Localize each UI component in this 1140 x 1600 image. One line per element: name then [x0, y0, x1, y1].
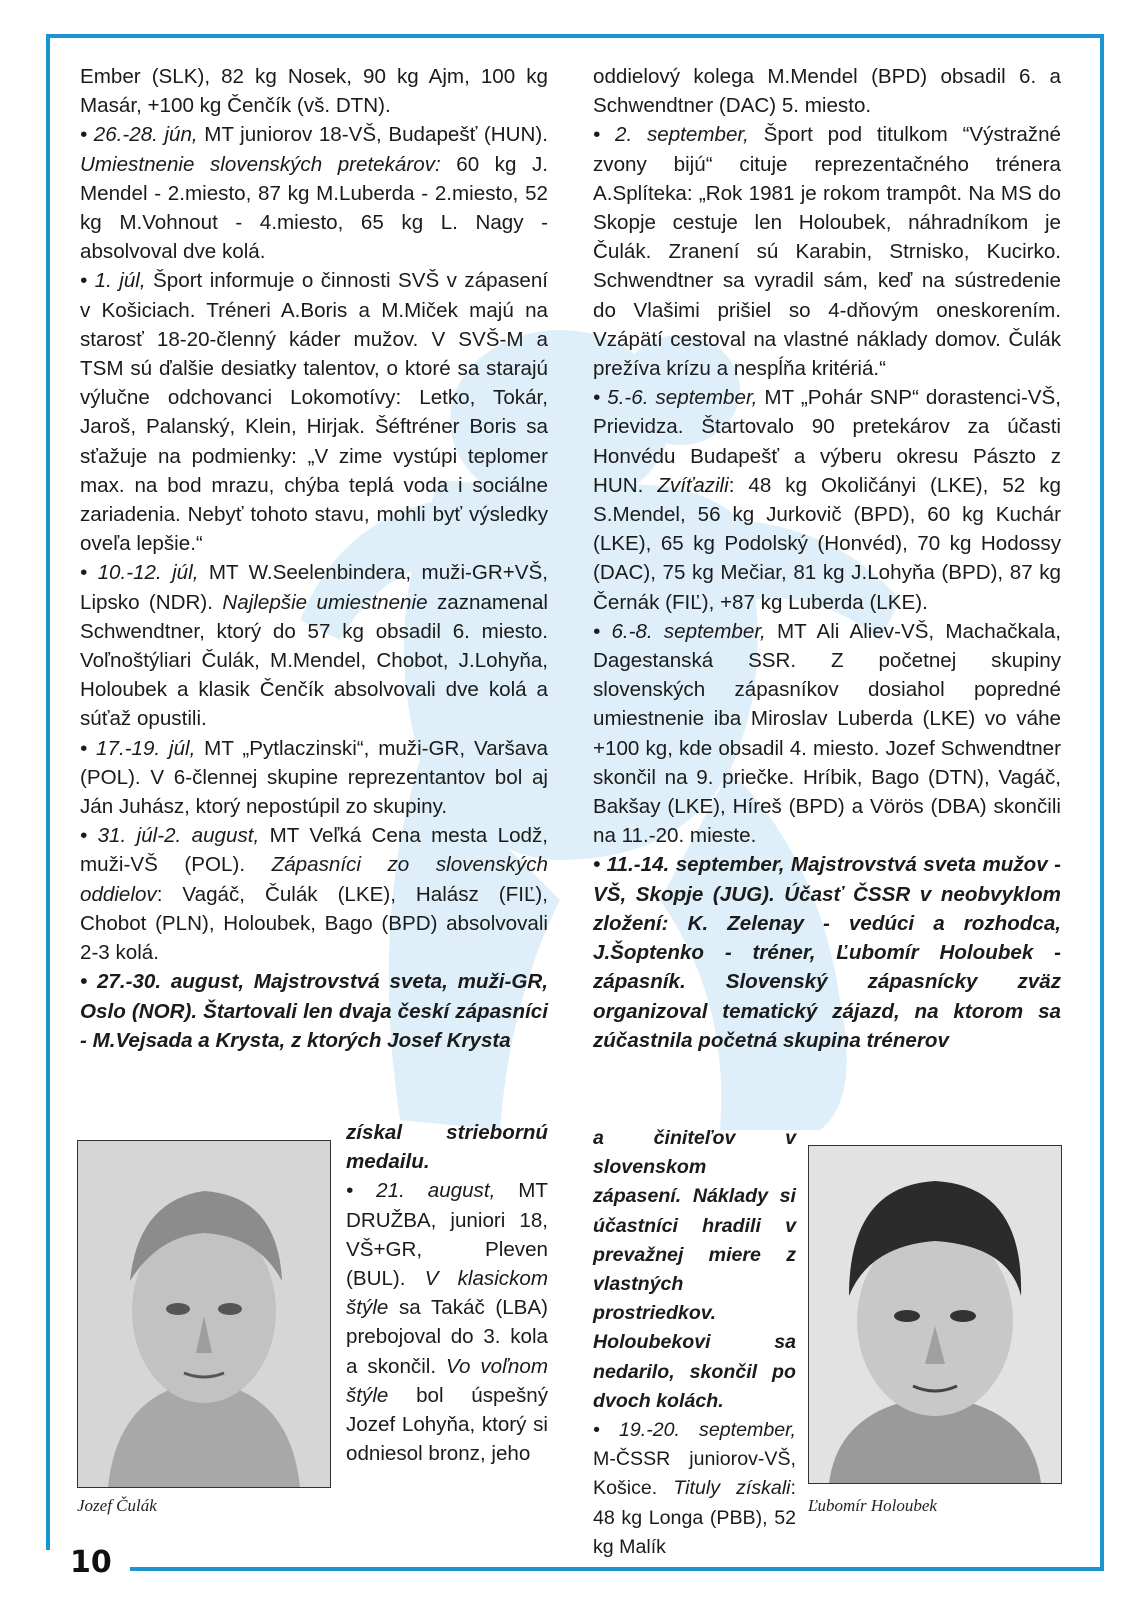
photo-caption: Ľubomír Holoubek — [808, 1496, 937, 1515]
paragraph: • 2. september, Šport pod titulkom “Výstražné zvony bijú“ cituje reprezentačného trénera A.Splíteka: „Rok 1981 je rokom trampôt. Na MS do Skopje cestuje len Holoubek, náhradníkom je Čulák. Zranení sú Karabin, Strnisko, Kucirko. Schwendtner sa vyradil sám, keď na sústredenie do Vlašimi prišiel so 4-dňovým oneskorením. Vzápätí cestoval na vlastné náklady domov. Čulák prežíva krízu a nespĺňa kritériá.“ — [593, 123, 1061, 381]
paragraph: Ember (SLK), 82 kg Nosek, 90 kg Ajm, 100 kg Masár, +100 kg Čenčík (vš. DTN). — [80, 65, 548, 118]
paragraph: • 1. júl, Šport informuje o činnosti SVŠ v zápasení v Košiciach. Tréneri A.Boris a M.Miček majú na starosť 18-20-členný káder mužov. V SVŠ-M a TSM sú ďalšie desiatky talentov, o ktoré sa starajú výlučne odchovanci Lokomotívy: Letko, Tokár, Jaroš, Palanský, Klein, Hirjak. Šéftréner Boris sa sťažuje na podmienky: „V zime vystúpi teplomer max. na bod mrazu, chýba teplá voda i sociálne zariadenia. Nebyť tohoto stavu, mohli byť výsledky oveľa lepšie.“ — [80, 269, 549, 556]
photo-caption: Jozef Čulák — [77, 1496, 157, 1515]
photo-jozef-culak — [77, 1140, 331, 1488]
paragraph: oddielový kolega M.Mendel (BPD) obsadil 6. a Schwendtner (DAC) 5. miesto. — [593, 65, 1061, 118]
paragraph: • 6.-8. september, MT Ali Aliev-VŠ, Machačkala, Dagestanská SSR. Z početnej skupiny slovenských zápasníkov dosiahol popredné umiestnenie iba Miroslav Luberda (LKE) vo váhe +100 kg, kde obsadil 4. miesto. Jozef Schwendtner skončil na 9. priečke. Hríbik, Bago (DTN), Vagáč, Bakšay (LKE), Híreš (BPD) a Vörös (DBA) skončili na 11.-20. mieste. — [593, 619, 1061, 848]
paragraph-bold: a činiteľov v slovenskom zápasení. Náklady si účastníci hradili v prevažnej miere z vlastných prostriedkov. Holoubekovi sa nedarilo, skončil po dvoch kolách. — [593, 1127, 796, 1412]
paragraph: • 21. august, MT DRUŽBA, juniori 18, VŠ+GR, Pleven (BUL). V klasickom štýle sa Takáč (LBA) prebojoval do 3. kola a skončil. Vo voľnom štýle bol úspešný Jozef Lohyňa, ktorý si odniesol bronz, jeho — [346, 1179, 548, 1466]
photo-lubomir-holoubek — [808, 1145, 1062, 1484]
paragraph-bold: • 11.-14. september, Majstrovstvá sveta mužov - VŠ, Skopje (JUG). Účasť ČSSR v neobvyklom zložení: K. Zelenay - vedúci a rozhodca, J.Šoptenko - tréner, Ľubomír Holoubek - zápasník. Slovenský zápasnícky zväz organizoval tematický zájazd, na ktorom sa zúčastnila početná skupina trénerov — [593, 853, 1061, 1052]
left-narrow-column — [346, 1118, 548, 1468]
paragraph: • 5.-6. september, MT „Pohár SNP“ dorastenci-VŠ, Prievidza. Štartovalo 90 pretekárov za účasti Honvédu Budapešť a výberu okresu Pászto z HUN. Zvíťazili: 48 kg Okoličányi (LKE), 52 kg S.Mendel, 56 kg Jurkovič (BPD), 60 kg Kuchár (LKE), 65 kg Podolský (Honvéd), 70 kg Hodossy (DAC), 75 kg Mečiar, 81 kg J.Lohyňa (BPD), 87 kg Černák (FIĽ), +87 kg Luberda (LKE). — [593, 386, 1061, 614]
paragraph: • 26.-28. jún, MT juniorov 18-VŠ, Budapešť (HUN). Umiestnenie slovenských pretekárov: 60 kg J. Mendel - 2.miesto, 87 kg M.Luberda - 2.miesto, 52 kg M.Vohnout - 4.miesto, 65 kg L. Nagy - absolvoval dve kolá. — [80, 123, 548, 264]
portrait-image — [809, 1146, 1061, 1483]
paragraph: • 10.-12. júl, MT W.Seelenbindera, muži-GR+VŠ, Lipsko (NDR). Najlepšie umiestnenie zaznamenal Schwendtner, ktorý do 57 kg obsadil 6. miesto. Voľnoštýliari Čulák, M.Mendel, Chobot, J.Lohyňa, Holoubek a klasik Čenčík absolvovali dve kolá a súťaž opustili. — [80, 561, 548, 731]
paragraph-bold: získal striebornú medailu. — [346, 1121, 548, 1174]
page-number: 10 — [70, 1545, 112, 1580]
paragraph: • 31. júl-2. august, MT Veľká Cena mesta Lodž, muži-VŠ (POL). Zápasníci zo slovenských oddielov: Vagáč, Čulák (LKE), Halász (FIĽ), Chobot (PLN), Holoubek, Bago (BPD) absolvovali 2-3 kolá. — [80, 824, 548, 965]
paragraph: • 19.-20. september, M-ČSSR juniorov-VŠ, Košice. Tituly získali: 48 kg Longa (PBB), 52 kg Malík — [593, 1419, 796, 1558]
right-column — [593, 62, 1061, 1055]
right-narrow-column — [593, 1124, 796, 1562]
portrait-image — [78, 1141, 330, 1487]
paragraph-bold: • 27.-30. august, Majstrovstvá sveta, muži-GR, Oslo (NOR). Štartovali len dvaja českí zápasníci - M.Vejsada a Krysta, z ktorých Josef Krysta — [80, 970, 548, 1052]
left-column — [80, 62, 548, 1055]
paragraph: • 17.-19. júl, MT „Pytlaczinski“, muži-GR, Varšava (POL). V 6-člennej skupine reprezentantov bol aj Ján Juhász, ktorý nepostúpil zo skupiny. — [80, 736, 549, 819]
